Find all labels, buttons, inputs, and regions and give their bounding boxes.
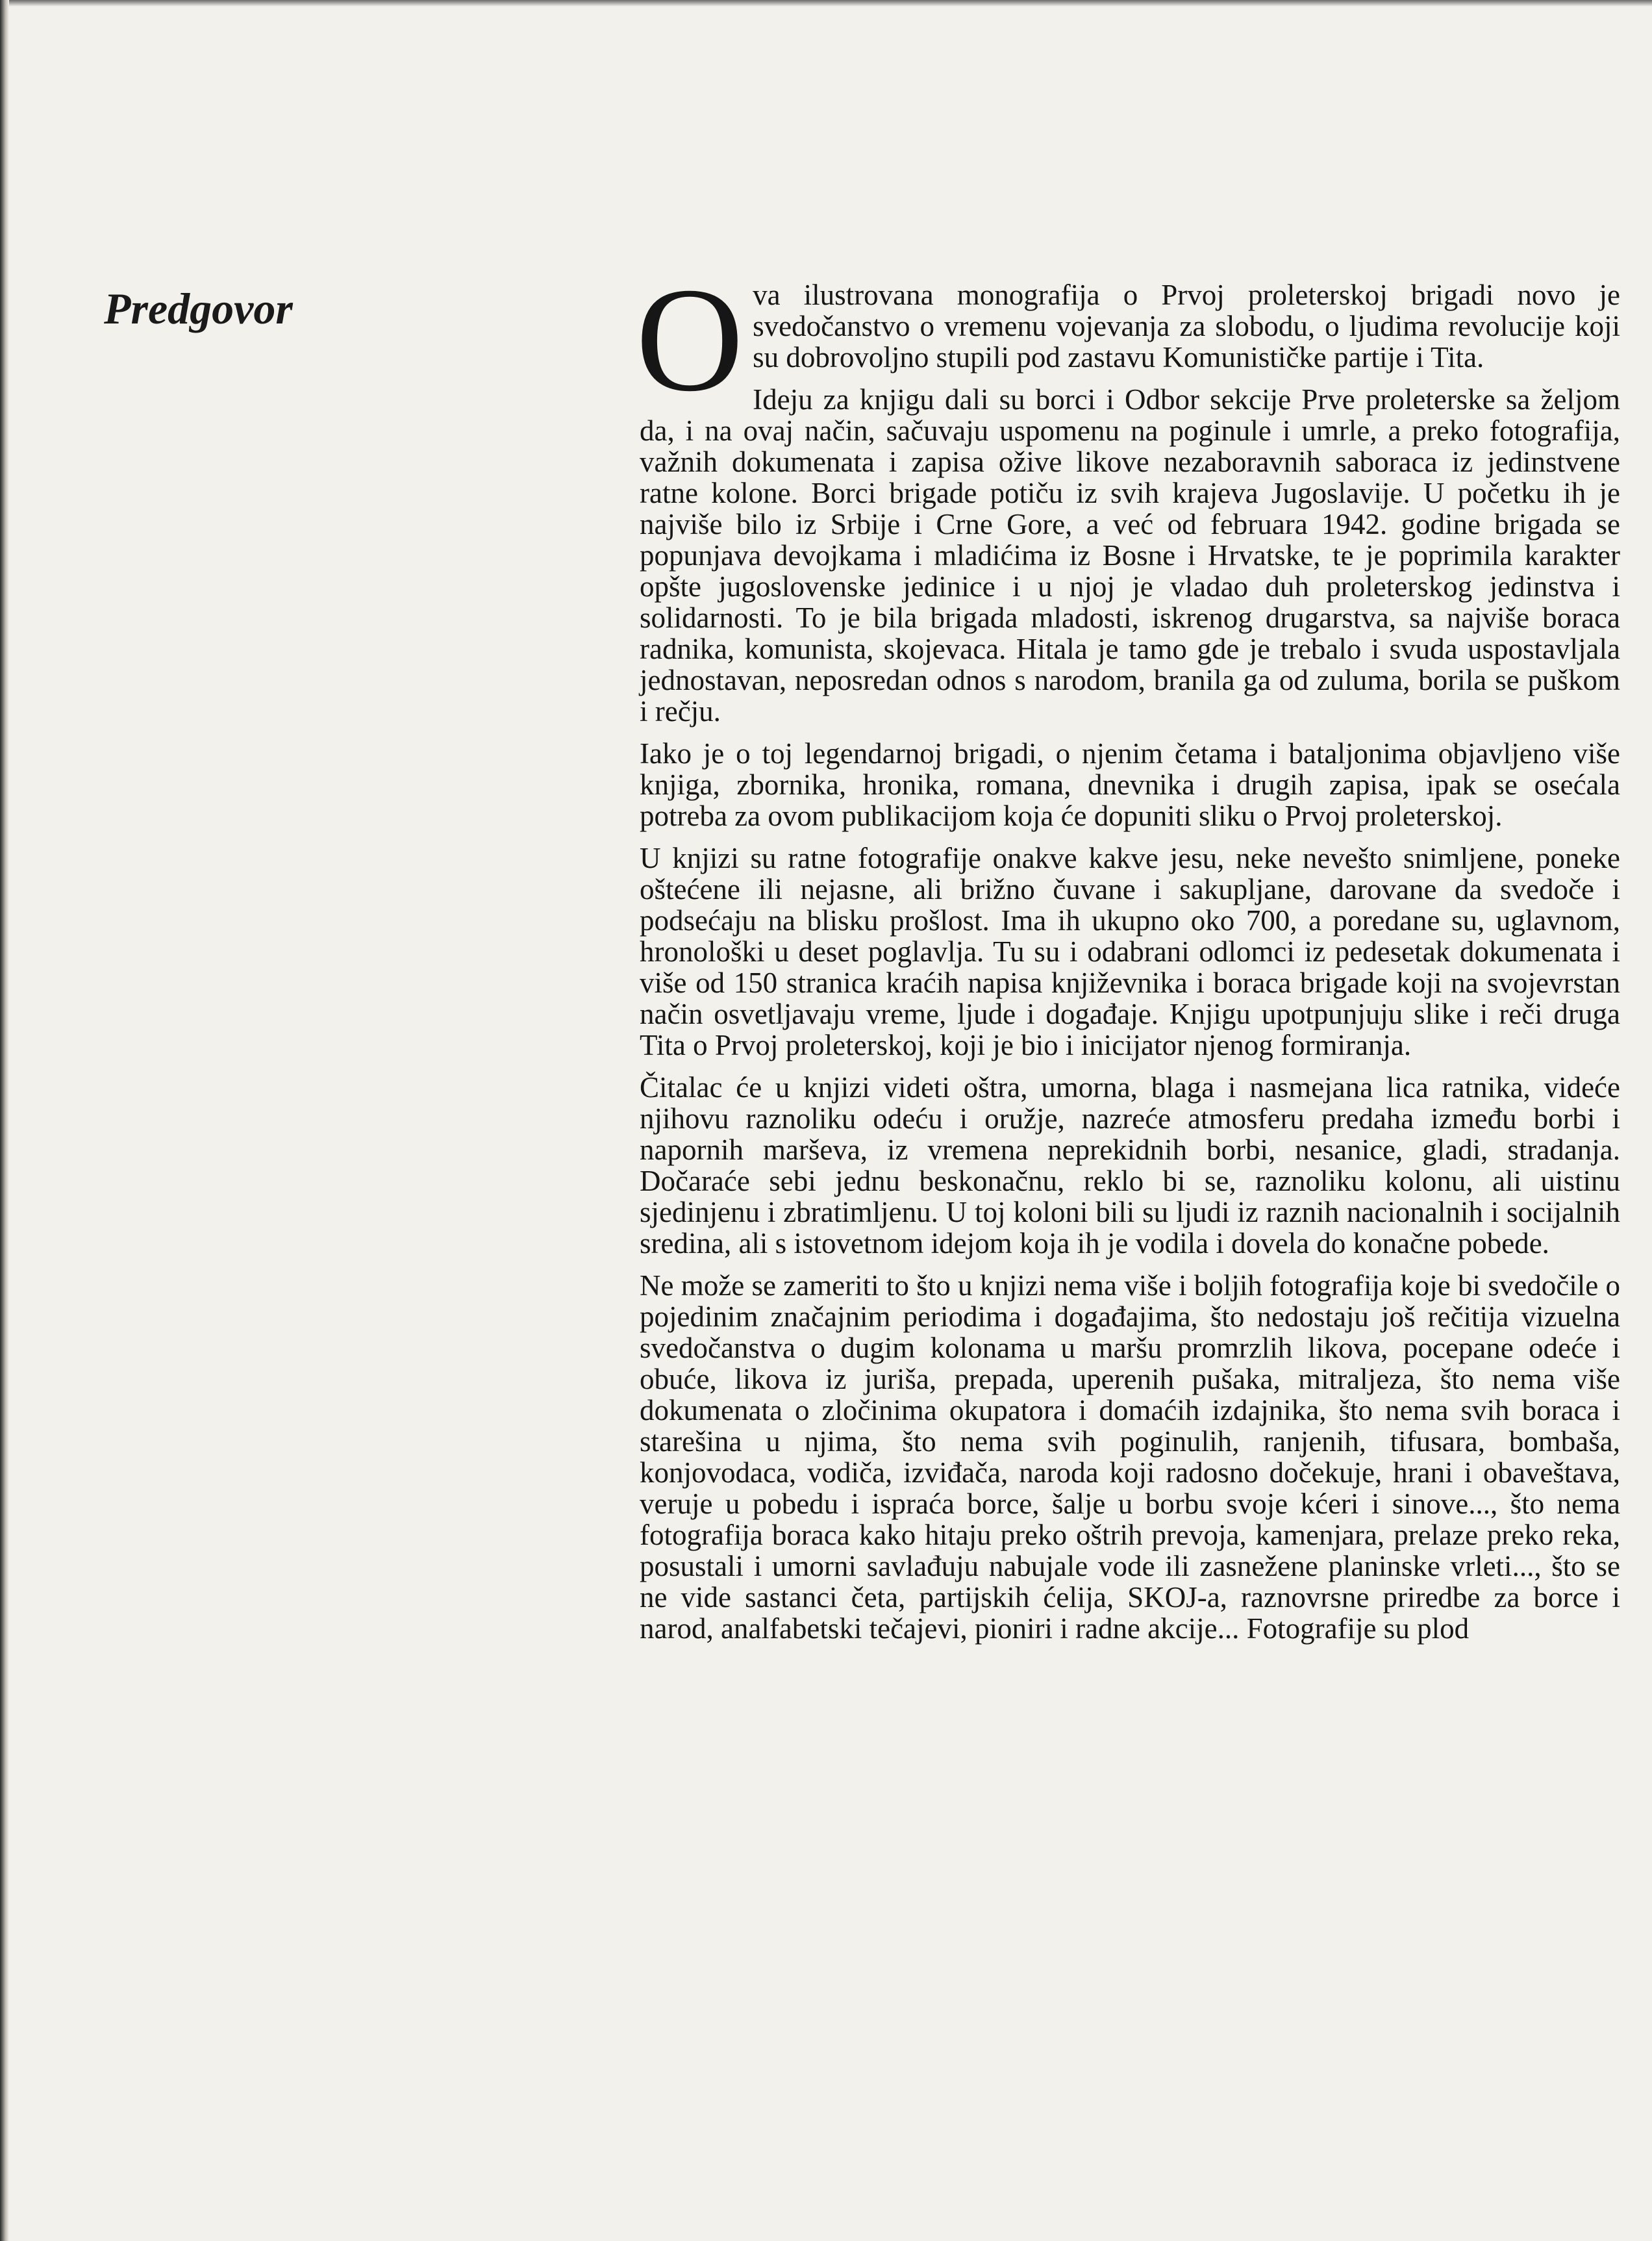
paragraph-6: Ne može se zameriti to što u knjizi nema više i boljih fotografija koje bi svedočile o pojedinim značajnim periodima i događajima, što nedostaju još rečitija vizuelna svedočanstva o dugim kolonama u maršu promrzlih likova, pocepane odeće i obuće, likova iz juriša, prepada, uperenih pušaka, mitraljeza, što nema više dokumenata o zločinima okupatora i domaćih izdajnika, što nema svih boraca i starešina u njima, što nema svih poginulih, ranjenih, tifusara, bombaša, konjovodaca, vodiča, izviđača, naroda koji radosno dočekuje, hrani i obaveštava, veruje u pobedu i ispraća borce, šalje u borbu svoje kćeri i sinove..., što nema fotografija boraca kako hitaju preko oštrih prevoja, kamenjara, prelaze preko reka, posustali i umorni savlađuju nabujale vode ili zasnežene planinske vrleti..., što se ne vide sastanci četa, partijskih ćelija, SKOJ-a, raznovrsne priredbe za borce i narod, analfabetski tečajevi, pioniri i radne akcije... Fotografije su plod bbox=[640, 1269, 1620, 1645]
chapter-title: Predgovor bbox=[104, 283, 293, 333]
paragraph-2: Ideju za knjigu dali su borci i Odbor sekcije Prve proleterske sa željom da, i na ovaj način, sačuvaju uspomenu na poginule i umrle, a preko fotografija, važnih dokumenata i zapisa ožive likove nezaboravnih saboraca iz jedinstvene ratne kolone. Borci brigade potiču iz svih krajeva Jugoslavije. U početku ih je najviše bilo iz Srbije i Crne Gore, a već od februara 1942. godine brigada se popunjava devojkama i mladićima iz Bosne i Hrvatske, te je poprimila karakter opšte jugoslovenske jedinice i u njoj je vladao duh proleterskog jedinstva i solidarnosti. To je bila brigada mladosti, iskrenog drugarstva, sa najviše boraca radnika, komunista, skojevaca. Hitala je tamo gde je trebalo i svuda uspostavljala jednostavan, neposredan odnos s narodom, branila ga od zuluma, borila se puškom i rečju. bbox=[640, 383, 1620, 728]
body-text-column bbox=[636, 257, 1620, 1655]
paragraph-1-text: va ilustrovana monografija o Prvoj proleterskoj brigadi novo je svedočanstvo o vremenu vojevanja za slobodu, o ljudima revolucije koji su dobrovoljno stupili pod zastavu Komunističke partije i Tita. bbox=[753, 279, 1620, 374]
paragraph-5: Čitalac će u knjizi videti oštra, umorna, blaga i nasmejana lica ratnika, videće njihovu raznoliku odeću i oružje, nazreće atmosferu predaha između borbi i napornih marševa, iz vremena neprekidnih borbi, nesanice, gladi, stradanja. Dočaraće sebi jednu beskonačnu, reklo bi se, raznoliku kolonu, ali uistinu sjedinjenu i zbratimljenu. U toj koloni bili su ljudi iz raznih nacionalnih i socijalnih sredina, ali s istovetnom idejom koja ih je vodila i dovela do konačne pobede. bbox=[640, 1071, 1620, 1260]
paragraph-1 bbox=[636, 257, 1620, 422]
drop-cap-letter: O bbox=[636, 257, 744, 422]
paragraph-4: U knjizi su ratne fotografije onakve kakve jesu, neke nevešto snimljene, poneke oštećene ili nejasne, ali brižno čuvane i sakupljane, darovane da svedoče i podsećaju na blisku prošlost. Ima ih ukupno oko 700, a poredane su, uglavnom, hronološki u deset poglavlja. Tu su i odabrani odlomci iz pedesetak dokumenata i više od 150 stranica kraćih napisa književnika i boraca brigade koji na svojevrstan način osvetljavaju vreme, ljude i događaje. Knjigu upotpunjuju slike i reči druga Tita o Prvoj proleterskoj, koji je bio i inicijator njenog formiranja. bbox=[640, 842, 1620, 1061]
paragraph-3: Iako je o toj legendarnoj brigadi, o njenim četama i bataljonima objavljeno više knjiga, zbornika, hronika, romana, dnevnika i drugih zapisa, ipak se osećala potreba za ovom publikacijom koja će dopuniti sliku o Prvoj proleterskoj. bbox=[640, 737, 1620, 832]
page-top-shadow bbox=[0, 0, 1652, 6]
book-gutter-edge bbox=[0, 0, 9, 2241]
